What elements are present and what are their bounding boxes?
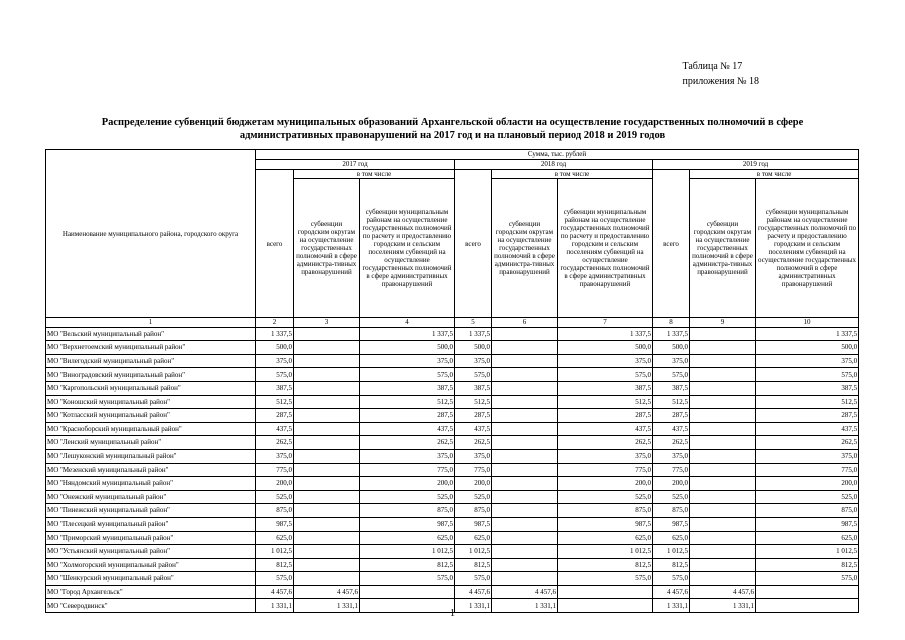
amount-cell: 525,0 — [256, 490, 294, 504]
table-row — [46, 463, 859, 477]
amount-cell: 575,0 — [256, 572, 294, 586]
amount-cell: 437,5 — [455, 422, 492, 436]
amount-cell: 525,0 — [558, 490, 653, 504]
amount-cell: 1 337,5 — [256, 327, 294, 341]
amount-cell: 387,5 — [360, 381, 455, 395]
amount-cell — [690, 354, 756, 368]
amount-cell: 812,5 — [455, 558, 492, 572]
amount-cell: 1 337,5 — [455, 327, 492, 341]
municipality-name-cell: МО "Верхнетоемский муниципальный район" — [46, 341, 256, 355]
amount-cell: 200,0 — [653, 477, 690, 491]
table-row — [46, 341, 859, 355]
amount-cell: 987,5 — [653, 517, 690, 531]
amount-cell: 437,5 — [653, 422, 690, 436]
amount-cell: 775,0 — [558, 463, 653, 477]
amount-cell: 1 331,1 — [455, 599, 492, 613]
amount-cell — [294, 422, 360, 436]
table-row — [46, 422, 859, 436]
amount-cell: 987,5 — [455, 517, 492, 531]
amount-cell: 375,0 — [653, 449, 690, 463]
total-header-2017: всего — [256, 170, 294, 318]
sum-header: Сумма, тыс. рублей — [256, 150, 859, 160]
amount-cell: 525,0 — [360, 490, 455, 504]
amount-cell: 625,0 — [653, 531, 690, 545]
amount-cell: 575,0 — [756, 368, 859, 382]
table-row — [46, 531, 859, 545]
table-number: Таблица № 17 — [682, 61, 743, 72]
amount-cell: 375,0 — [360, 354, 455, 368]
table-row — [46, 381, 859, 395]
amount-cell: 875,0 — [256, 504, 294, 518]
amount-cell — [492, 449, 558, 463]
amount-cell: 875,0 — [558, 504, 653, 518]
including-header-2017: в том числе — [294, 170, 455, 179]
amount-cell — [492, 327, 558, 341]
amount-cell — [690, 572, 756, 586]
amount-cell: 4 457,6 — [653, 585, 690, 599]
amount-cell — [690, 422, 756, 436]
municipality-name-cell: МО "Коношский муниципальный район" — [46, 395, 256, 409]
municipality-name-cell: МО "Приморский муниципальный район" — [46, 531, 256, 545]
municipality-name-cell: МО "Няндомский муниципальный район" — [46, 477, 256, 491]
amount-cell — [690, 395, 756, 409]
amount-cell — [294, 572, 360, 586]
amount-cell — [492, 490, 558, 504]
amount-cell: 575,0 — [455, 572, 492, 586]
amount-cell: 262,5 — [756, 436, 859, 450]
including-header-2019: в том числе — [690, 170, 859, 179]
page-number: 1 — [450, 608, 455, 619]
district-subvention-header-2018: субвенции муниципальным районам на осуществление государственных полномочий по расчету и предоставлению городским и сельским поселениям субвенций на осуществление государственных полномочий в сфере административных правонарушений — [558, 179, 653, 318]
amount-cell: 287,5 — [256, 409, 294, 423]
amount-cell: 875,0 — [756, 504, 859, 518]
table-row — [46, 327, 859, 341]
amount-cell: 262,5 — [360, 436, 455, 450]
column-number: 10 — [756, 318, 859, 327]
amount-cell: 500,0 — [455, 341, 492, 355]
table-row — [46, 409, 859, 423]
municipality-name-cell: МО "Ленский муниципальный район" — [46, 436, 256, 450]
table-row — [46, 572, 859, 586]
amount-cell: 4 457,6 — [455, 585, 492, 599]
amount-cell — [690, 531, 756, 545]
amount-cell — [690, 545, 756, 559]
amount-cell — [294, 354, 360, 368]
amount-cell: 375,0 — [360, 449, 455, 463]
amount-cell: 200,0 — [756, 477, 859, 491]
amount-cell — [294, 327, 360, 341]
subsidy-table — [45, 149, 859, 613]
amount-cell — [492, 531, 558, 545]
amount-cell — [492, 517, 558, 531]
total-header-2019: всего — [653, 170, 690, 318]
amount-cell: 437,5 — [360, 422, 455, 436]
total-header-2018: всего — [455, 170, 492, 318]
amount-cell: 500,0 — [360, 341, 455, 355]
amount-cell: 4 457,6 — [256, 585, 294, 599]
municipality-name-cell: МО "Онежский муниципальный район" — [46, 490, 256, 504]
amount-cell — [294, 381, 360, 395]
amount-cell: 4 457,6 — [492, 585, 558, 599]
amount-cell — [294, 449, 360, 463]
year-2019-header: 2019 год — [653, 160, 859, 170]
amount-cell: 375,0 — [256, 354, 294, 368]
amount-cell: 4 457,6 — [294, 585, 360, 599]
amount-cell — [294, 477, 360, 491]
amount-cell: 287,5 — [360, 409, 455, 423]
title-line-1: Распределение субвенций бюджетам муниципальных образований Архангельской области на осуществление государственных полномочий в сфере — [101, 117, 804, 128]
column-number: 6 — [492, 318, 558, 327]
amount-cell: 4 457,6 — [690, 585, 756, 599]
table-row — [46, 504, 859, 518]
amount-cell — [690, 381, 756, 395]
table-row — [46, 558, 859, 572]
amount-cell: 775,0 — [653, 463, 690, 477]
amount-cell: 262,5 — [558, 436, 653, 450]
municipality-name-cell: МО "Холмогорский муниципальный район" — [46, 558, 256, 572]
amount-cell: 1 012,5 — [558, 545, 653, 559]
municipality-name-cell: МО "Мезенский муниципальный район" — [46, 463, 256, 477]
amount-cell — [492, 395, 558, 409]
amount-cell — [690, 463, 756, 477]
amount-cell: 375,0 — [756, 354, 859, 368]
amount-cell: 512,5 — [360, 395, 455, 409]
column-number: 3 — [294, 318, 360, 327]
amount-cell — [492, 368, 558, 382]
table-row — [46, 477, 859, 491]
amount-cell: 512,5 — [455, 395, 492, 409]
amount-cell: 1 012,5 — [653, 545, 690, 559]
municipality-name-cell: МО "Шенкурский муниципальный район" — [46, 572, 256, 586]
amount-cell: 575,0 — [455, 368, 492, 382]
amount-cell: 1 012,5 — [756, 545, 859, 559]
amount-cell: 1 012,5 — [455, 545, 492, 559]
amount-cell: 387,5 — [455, 381, 492, 395]
amount-cell: 500,0 — [756, 341, 859, 355]
amount-cell: 387,5 — [653, 381, 690, 395]
amount-cell: 525,0 — [653, 490, 690, 504]
amount-cell: 387,5 — [756, 381, 859, 395]
amount-cell: 200,0 — [256, 477, 294, 491]
amount-cell: 200,0 — [558, 477, 653, 491]
amount-cell — [492, 341, 558, 355]
column-number: 2 — [256, 318, 294, 327]
column-number: 9 — [690, 318, 756, 327]
amount-cell: 812,5 — [558, 558, 653, 572]
amount-cell: 375,0 — [653, 354, 690, 368]
title-line-2: административных правонарушений на 2017 год и на плановый период 2018 и 2019 годов — [239, 130, 666, 141]
amount-cell: 575,0 — [756, 572, 859, 586]
amount-cell — [294, 436, 360, 450]
municipality-name-cell: МО "Вилегодский муниципальный район" — [46, 354, 256, 368]
amount-cell: 512,5 — [256, 395, 294, 409]
amount-cell: 1 012,5 — [360, 545, 455, 559]
amount-cell: 437,5 — [256, 422, 294, 436]
amount-cell: 1 331,1 — [294, 599, 360, 613]
amount-cell — [492, 504, 558, 518]
amount-cell — [294, 368, 360, 382]
amount-cell — [294, 517, 360, 531]
amount-cell: 525,0 — [455, 490, 492, 504]
city-subvention-header-2018: субвенции городским округам на осуществление государственных полномочий в сфере администра-тивных правонарушений — [492, 179, 558, 318]
amount-cell — [690, 368, 756, 382]
amount-cell: 1 012,5 — [256, 545, 294, 559]
column-number: 7 — [558, 318, 653, 327]
column-number-row — [46, 318, 859, 327]
amount-cell: 375,0 — [256, 449, 294, 463]
amount-cell: 1 331,1 — [256, 599, 294, 613]
amount-cell — [294, 341, 360, 355]
amount-cell: 437,5 — [756, 422, 859, 436]
table-row — [46, 354, 859, 368]
amount-cell — [492, 354, 558, 368]
amount-cell: 500,0 — [653, 341, 690, 355]
including-header-2018: в том числе — [492, 170, 653, 179]
table-row — [46, 490, 859, 504]
amount-cell — [294, 545, 360, 559]
amount-cell: 1 331,1 — [492, 599, 558, 613]
district-subvention-header-2017: субвенции муниципальным районам на осуществление государственных полномочий по расчету и предоставлению городским и сельским поселениям субвенций на осуществление государственных полномочий в сфере административных правонарушений — [360, 179, 455, 318]
city-subvention-header-2017: субвенции городским округам на осуществление государственных полномочий в сфере администра-тивных правонарушений — [294, 179, 360, 318]
amount-cell: 512,5 — [558, 395, 653, 409]
amount-cell — [492, 436, 558, 450]
amount-cell: 575,0 — [558, 572, 653, 586]
amount-cell: 200,0 — [360, 477, 455, 491]
table-reference — [682, 59, 759, 89]
amount-cell: 575,0 — [360, 572, 455, 586]
district-subvention-header-2019: субвенции муниципальным районам на осуществление государственных полномочий по расчету и предоставлению городским и сельским поселениям субвенций на осуществление государственных полномочий в сфере административных правонарушений — [756, 179, 859, 318]
amount-cell — [690, 517, 756, 531]
amount-cell — [690, 409, 756, 423]
amount-cell — [294, 490, 360, 504]
municipality-name-cell: МО "Лешуконский муниципальный район" — [46, 449, 256, 463]
amount-cell: 575,0 — [653, 572, 690, 586]
amount-cell: 375,0 — [455, 449, 492, 463]
amount-cell — [360, 585, 455, 599]
amount-cell — [492, 463, 558, 477]
amount-cell: 375,0 — [558, 354, 653, 368]
amount-cell — [690, 341, 756, 355]
amount-cell: 775,0 — [360, 463, 455, 477]
amount-cell — [690, 504, 756, 518]
amount-cell: 575,0 — [256, 368, 294, 382]
amount-cell — [492, 422, 558, 436]
municipality-name-cell: МО "Каргопольский муниципальный район" — [46, 381, 256, 395]
amount-cell: 1 337,5 — [360, 327, 455, 341]
amount-cell — [690, 477, 756, 491]
amount-cell: 437,5 — [558, 422, 653, 436]
amount-cell: 1 337,5 — [558, 327, 653, 341]
amount-cell: 987,5 — [360, 517, 455, 531]
amount-cell: 500,0 — [256, 341, 294, 355]
year-2017-header: 2017 год — [256, 160, 455, 170]
table-row — [46, 517, 859, 531]
amount-cell: 287,5 — [558, 409, 653, 423]
table-row — [46, 545, 859, 559]
amount-cell: 287,5 — [756, 409, 859, 423]
amount-cell: 375,0 — [455, 354, 492, 368]
amount-cell: 512,5 — [653, 395, 690, 409]
column-number: 5 — [455, 318, 492, 327]
municipality-name-cell: МО "Красноборский муниципальный район" — [46, 422, 256, 436]
municipality-name-cell: МО "Северодвинск" — [46, 599, 256, 613]
amount-cell: 987,5 — [558, 517, 653, 531]
table-row — [46, 585, 859, 599]
amount-cell: 875,0 — [360, 504, 455, 518]
amount-cell: 262,5 — [256, 436, 294, 450]
column-number: 8 — [653, 318, 690, 327]
amount-cell — [492, 545, 558, 559]
amount-cell: 1 337,5 — [653, 327, 690, 341]
amount-cell: 812,5 — [653, 558, 690, 572]
amount-cell: 575,0 — [653, 368, 690, 382]
amount-cell — [492, 409, 558, 423]
amount-cell: 287,5 — [455, 409, 492, 423]
amount-cell — [690, 436, 756, 450]
table-row — [46, 395, 859, 409]
amount-cell — [690, 490, 756, 504]
amount-cell: 387,5 — [256, 381, 294, 395]
municipality-name-cell: МО "Устьянский муниципальный район" — [46, 545, 256, 559]
amount-cell: 875,0 — [455, 504, 492, 518]
amount-cell — [294, 463, 360, 477]
table-row — [46, 436, 859, 450]
city-subvention-header-2019: субвенции городским округам на осуществление государственных полномочий в сфере администра-тивных правонарушений — [690, 179, 756, 318]
amount-cell — [492, 381, 558, 395]
municipality-name-cell: МО "Виноградовский муниципальный район" — [46, 368, 256, 382]
column-number: 1 — [46, 318, 256, 327]
column-number: 4 — [360, 318, 455, 327]
amount-cell — [294, 558, 360, 572]
amount-cell: 200,0 — [455, 477, 492, 491]
amount-cell: 625,0 — [455, 531, 492, 545]
amount-cell: 512,5 — [756, 395, 859, 409]
amount-cell — [690, 327, 756, 341]
amount-cell: 1 331,1 — [653, 599, 690, 613]
municipality-name-cell: МО "Вельский муниципальный район" — [46, 327, 256, 341]
amount-cell: 987,5 — [756, 517, 859, 531]
amount-cell — [558, 585, 653, 599]
municipality-header: Наименование муниципального района, городского округа — [46, 150, 256, 318]
amount-cell: 812,5 — [360, 558, 455, 572]
municipality-name-cell: МО "Плесецкий муниципальный район" — [46, 517, 256, 531]
amount-cell — [690, 558, 756, 572]
amount-cell: 500,0 — [558, 341, 653, 355]
appendix-number: приложения № 18 — [682, 76, 759, 87]
amount-cell: 775,0 — [256, 463, 294, 477]
amount-cell — [294, 531, 360, 545]
table-body — [46, 327, 859, 612]
municipality-name-cell: МО "Пинежский муниципальный район" — [46, 504, 256, 518]
amount-cell — [492, 572, 558, 586]
municipality-name-cell: МО "Город Архангельск" — [46, 585, 256, 599]
municipality-name-cell: МО "Котласский муниципальный район" — [46, 409, 256, 423]
amount-cell: 575,0 — [360, 368, 455, 382]
amount-cell: 625,0 — [756, 531, 859, 545]
amount-cell: 775,0 — [756, 463, 859, 477]
amount-cell: 262,5 — [455, 436, 492, 450]
amount-cell: 375,0 — [756, 449, 859, 463]
amount-cell: 1 331,1 — [690, 599, 756, 613]
amount-cell: 287,5 — [653, 409, 690, 423]
amount-cell: 625,0 — [558, 531, 653, 545]
table-row — [46, 368, 859, 382]
amount-cell — [294, 395, 360, 409]
amount-cell: 875,0 — [653, 504, 690, 518]
amount-cell: 1 337,5 — [756, 327, 859, 341]
amount-cell — [492, 477, 558, 491]
amount-cell: 387,5 — [558, 381, 653, 395]
amount-cell — [756, 585, 859, 599]
amount-cell: 625,0 — [256, 531, 294, 545]
amount-cell: 812,5 — [756, 558, 859, 572]
amount-cell: 575,0 — [558, 368, 653, 382]
amount-cell: 987,5 — [256, 517, 294, 531]
table-row — [46, 449, 859, 463]
amount-cell: 775,0 — [455, 463, 492, 477]
document-title — [60, 116, 845, 142]
year-2018-header: 2018 год — [455, 160, 653, 170]
amount-cell — [294, 504, 360, 518]
amount-cell: 375,0 — [558, 449, 653, 463]
amount-cell: 812,5 — [256, 558, 294, 572]
amount-cell — [492, 558, 558, 572]
amount-cell — [294, 409, 360, 423]
amount-cell: 262,5 — [653, 436, 690, 450]
amount-cell: 625,0 — [360, 531, 455, 545]
amount-cell: 525,0 — [756, 490, 859, 504]
amount-cell — [690, 449, 756, 463]
